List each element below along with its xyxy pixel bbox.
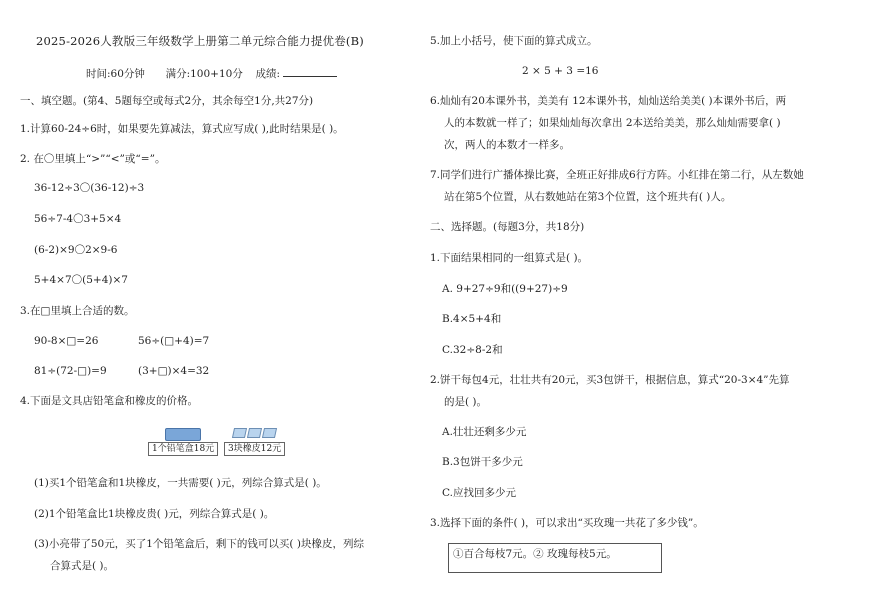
grade-label: 成绩:: [255, 68, 281, 80]
question-7b: 站在第5个位置，从右数她站在第3个位置，这个班共有( )人。: [444, 191, 732, 203]
q2-item-3: (6-2)×9〇2×9-6: [34, 244, 118, 256]
page-title: 2025-2026人教版三年级数学上册第二单元综合能力提优卷(B): [36, 34, 364, 48]
s2-question-2b: 的是( )。: [444, 396, 488, 408]
question-3: 3.在□里填上合适的数。: [20, 305, 135, 317]
question-2: 2. 在〇里填上“>”“<”或“=”。: [20, 153, 166, 165]
question-6b: 人的本数就一样了；如果灿灿每次拿出 2本送给美美，那么灿灿需要拿( ): [444, 117, 781, 129]
question-6c: 次，两人的本数才一样多。: [444, 139, 570, 151]
pencil-box-price: 1个铅笔盒18元: [148, 442, 218, 456]
question-4-3a: (3)小亮带了50元，买了1个铅笔盒后，剩下的钱可以买( )块橡皮，列综: [34, 538, 364, 550]
q3-item-2: 56÷(□+4)=7: [138, 335, 210, 347]
question-7a: 7.同学们进行广播体操比赛，全班正好排成6行方阵。小红排在第二行，从左数她: [430, 169, 804, 181]
s2-q2-option-b: B.3包饼干多少元: [442, 456, 523, 468]
score-label: 满分:100+10分: [165, 68, 243, 80]
condition-box: ①百合每枝7元。② 玫瑰每枝5元。: [448, 543, 662, 573]
section-2-heading: 二、选择题。(每题3分，共18分): [430, 221, 585, 233]
question-1: 1.计算60-24÷6时，如果要先算减法，算式应写成( ),此时结果是( )。: [20, 123, 344, 135]
q3-item-3: 81÷(72-□)=9: [34, 365, 107, 377]
q2-item-1: 36-12÷3〇(36-12)÷3: [34, 182, 145, 194]
eraser-icon: [233, 428, 276, 440]
question-4-2: (2)1个铅笔盒比1块橡皮贵( )元，列综合算式是( )。: [34, 508, 275, 520]
question-4: 4.下面是文具店铅笔盒和橡皮的价格。: [20, 395, 199, 407]
q2-item-4: 5+4×7〇(5+4)×7: [34, 274, 128, 286]
pencil-box-icon: [165, 428, 201, 441]
grade-blank[interactable]: [283, 66, 337, 77]
section-1-heading: 一、填空题。(第4、5题每空或每式2分，其余每空1分,共27分): [20, 95, 314, 107]
question-5-equation: 2 × 5 + 3 =16: [522, 65, 599, 77]
product-pencil-box: [148, 428, 218, 456]
s2-q2-option-c: C.应找回多少元: [442, 487, 516, 499]
eraser-price: 3块橡皮12元: [224, 442, 285, 456]
s2-q1-option-c: C.32÷8-2和: [442, 344, 503, 356]
time-label: 时间:60分钟: [86, 68, 145, 80]
q2-item-2: 56÷7-4〇3+5×4: [34, 213, 122, 225]
question-4-3b: 合算式是( )。: [50, 560, 115, 572]
product-eraser: [224, 428, 285, 456]
question-6a: 6.灿灿有20本课外书，美美有 12本课外书，灿灿送给美美( )本课外书后，两: [430, 95, 787, 107]
s2-question-3: 3.选择下面的条件( )，可以求出“买玫瑰一共花了多少钱”。: [430, 517, 704, 529]
question-4-1: (1)买1个铅笔盒和1块橡皮，一共需要( )元，列综合算式是( )。: [34, 477, 327, 489]
q3-item-4: (3+□)×4=32: [138, 365, 210, 377]
s2-q1-option-a: A. 9+27÷9和((9+27)÷9: [442, 283, 568, 295]
s2-q2-option-a: A.壮壮还剩多少元: [442, 426, 527, 438]
s2-question-1: 1.下面结果相同的一组算式是( )。: [430, 252, 589, 264]
s2-question-2a: 2.饼干每包4元，壮壮共有20元，买3包饼干，根据信息，算式“20-3×4”先算: [430, 374, 790, 386]
exam-meta: [86, 66, 337, 81]
q3-item-1: 90-8×□=26: [34, 335, 99, 347]
question-5: 5.加上小括号，使下面的算式成立。: [430, 35, 598, 47]
s2-q1-option-b: B.4×5+4和: [442, 313, 502, 325]
